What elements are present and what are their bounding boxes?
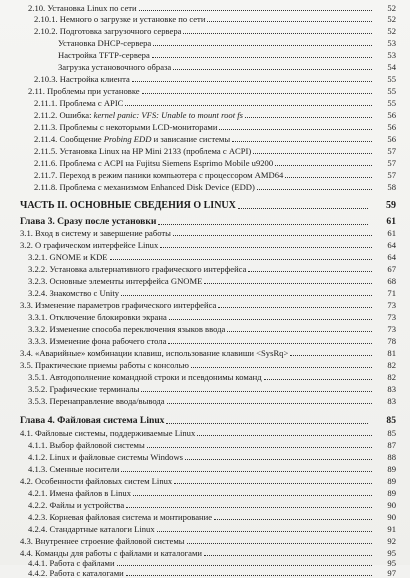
toc-entry-text: 4.1.3. Сменные носители (28, 464, 120, 474)
dot-leader (257, 182, 372, 190)
toc-entry (0, 157, 410, 168)
toc-entry (0, 133, 410, 144)
toc-entry-text: 3.3.1. Отключение блокировки экрана (28, 312, 167, 322)
toc-entry-text: 4.4.2. Работа с каталогами (28, 568, 124, 578)
toc-entry (0, 37, 410, 48)
dot-leader (117, 558, 372, 566)
toc-entry (0, 323, 410, 334)
dot-leader (152, 50, 372, 58)
toc-page-number: 56 (387, 110, 396, 120)
dot-leader (167, 396, 372, 404)
toc-page-number: 97 (387, 568, 396, 578)
toc-entry-text: 3.3. Изменение параметров графического интерфейса (20, 300, 217, 310)
toc-entry-title (34, 146, 253, 156)
dot-leader (125, 98, 372, 106)
toc-entry (0, 263, 410, 274)
toc-entry-title (34, 158, 275, 168)
toc-page-number: 73 (387, 324, 396, 334)
dot-leader (121, 288, 372, 296)
dot-leader (191, 360, 372, 368)
toc-page-number: 57 (387, 170, 396, 180)
dot-leader (218, 300, 372, 308)
toc-entry-text: 3.4. «Аварийные» комбинации клавиш, использование клавиши <SysRq> (20, 348, 289, 358)
toc-entry-text: 3.2.1. GNOME и KDE (28, 252, 108, 262)
toc-entry (0, 61, 410, 72)
toc-entry (0, 73, 410, 84)
toc-part-heading (0, 198, 410, 211)
toc-page-number: 53 (387, 38, 396, 48)
dot-leader (121, 464, 372, 472)
toc-entry-italic-text: kernel panic: VFS: Unable to mount root fs (93, 110, 243, 120)
toc-entry-text-continued: и зависание системы (151, 134, 231, 144)
dot-leader (139, 3, 372, 11)
toc-page-number: 92 (387, 536, 396, 546)
toc-entry-title (28, 324, 227, 334)
toc-page-number: 56 (387, 134, 396, 144)
dot-leader (245, 110, 372, 118)
toc-entry (0, 275, 410, 286)
toc-page-number: 61 (387, 228, 396, 238)
toc-entry-text: 3.2.4. Знакомство с Unity (28, 288, 120, 298)
dot-leader (141, 384, 372, 392)
toc-entry-title (20, 476, 174, 486)
dot-leader (132, 74, 372, 82)
toc-page-number: 71 (387, 288, 396, 298)
toc-page-number: 89 (387, 488, 396, 498)
toc-entry-text: 4.2.3. Корневая файловая система и монтирование (28, 512, 213, 522)
toc-page-number: 91 (387, 524, 396, 534)
toc-entry (0, 347, 410, 358)
toc-entry-title (28, 396, 167, 406)
toc-entry-title (28, 384, 141, 394)
toc-entry-text: 4.1. Файловые системы, поддерживаемые Linux (20, 428, 196, 438)
toc-entry-title (28, 372, 264, 382)
toc-entry-text: 3.2.3. Основные элементы интерфейса GNOME (28, 276, 203, 286)
toc-entry (0, 227, 410, 238)
toc-entry (0, 97, 410, 108)
toc-entry-text: 3.3.2. Изменение способа переключения языков ввода (28, 324, 226, 334)
toc-entry-text: Глава 3. Сразу после установки (20, 216, 157, 227)
toc-entry-title (20, 360, 191, 370)
toc-entry (0, 2, 410, 13)
toc-page-number: 52 (387, 26, 396, 36)
toc-page-number: 52 (387, 3, 396, 13)
toc-entry (0, 451, 410, 462)
toc-entry (0, 239, 410, 250)
toc-entry-text: 4.4. Команды для работы с файлами и каталогами (20, 548, 202, 558)
toc-entry (0, 169, 410, 180)
toc-entry (0, 109, 410, 120)
toc-chapter-heading (0, 214, 410, 227)
toc-page-number: 89 (387, 476, 396, 486)
toc-page-number: 83 (387, 396, 396, 406)
toc-entry (0, 383, 410, 394)
toc-entry-title (28, 452, 185, 462)
toc-entry-text: 3.5.3. Перенаправление ввода/вывода (28, 396, 165, 406)
dot-leader (168, 336, 372, 344)
toc-page-number: 85 (387, 428, 396, 438)
toc-page-number: 90 (387, 500, 396, 510)
toc-page-number: 81 (387, 348, 396, 358)
toc-page-number: 58 (387, 182, 396, 192)
dot-leader (110, 252, 372, 260)
toc-entry-italic-text: Probing EDD (103, 134, 152, 144)
toc-entry (0, 499, 410, 510)
toc-entry-title (34, 182, 257, 192)
toc-entry (0, 13, 410, 24)
toc-page-number: 53 (387, 50, 396, 60)
toc-page-number: 73 (387, 312, 396, 322)
toc-entry-text: 2.10.1. Немного о загрузке и установке по сети (34, 14, 206, 24)
toc-entry-text: 3.3.3. Изменение фона рабочего стола (28, 336, 167, 346)
toc-page-number: 73 (387, 300, 396, 310)
toc-entry-title (34, 98, 125, 108)
dot-leader (285, 170, 372, 178)
toc-entry-title (20, 240, 160, 250)
dot-leader (204, 276, 372, 284)
toc-entry-text: Настройка TFTP-сервера (58, 50, 150, 60)
toc-entry-title (28, 288, 121, 298)
toc-entry-title (20, 428, 197, 438)
toc-entry (0, 463, 410, 474)
dot-leader (169, 312, 372, 320)
toc-entry-text: 2.11.5. Установка Linux на HP Mini 2133 (проблема с ACPI) (34, 146, 252, 156)
toc-entry (0, 439, 410, 450)
dot-leader (214, 512, 372, 520)
toc-page-number: 78 (387, 336, 396, 346)
toc-entry-title (28, 524, 157, 534)
dot-leader (158, 217, 368, 225)
toc-page-number: 64 (387, 252, 396, 262)
toc-entry-text: 4.3. Внутреннее строение файловой системы (20, 536, 185, 546)
toc-entry-text: 3.1. Вход в систему и завершение работы (20, 228, 171, 238)
toc-entry-text: 4.2.2. Файлы и устройства (28, 500, 125, 510)
toc-entry (0, 475, 410, 486)
toc-entry (0, 335, 410, 346)
toc-entry (0, 145, 410, 156)
toc-entry-title (34, 122, 219, 132)
toc-entry (0, 311, 410, 322)
toc-entry-text: 4.1.2. Linux и файловые системы Windows (28, 452, 184, 462)
toc-page-number: 55 (387, 98, 396, 108)
toc-entry-text: 2.11.8. Проблема с механизмом Enhanced Disk Device (EDD) (34, 182, 255, 192)
toc-entry-text: Установка DHCP-сервера (58, 38, 152, 48)
toc-entry-title (28, 312, 169, 322)
toc-page-number: 68 (387, 276, 396, 286)
toc-entry-title (20, 348, 290, 358)
toc-entry-text: 2.10.2. Подготовка загрузочного сервера (34, 26, 182, 36)
dot-leader (197, 428, 372, 436)
toc-entry-title (34, 14, 207, 24)
toc-entry-title (20, 228, 173, 238)
toc-page-number: 95 (387, 558, 396, 568)
toc-entry (0, 181, 410, 192)
toc-entry-text: 4.2.1. Имена файлов в Linux (28, 488, 132, 498)
dot-leader (160, 240, 372, 248)
toc-page-number: 88 (387, 452, 396, 462)
dot-leader (147, 440, 372, 448)
toc-entry (0, 49, 410, 60)
toc-entry-title (58, 38, 153, 48)
toc-page-number: 55 (387, 74, 396, 84)
dot-leader (275, 158, 372, 166)
toc-entry-text: Глава 4. Файловая система Linux (20, 415, 165, 426)
dot-leader (174, 476, 372, 484)
toc-entry-title (58, 62, 173, 72)
toc-entry-text: 2.11.4. Сообщение (34, 134, 104, 144)
dot-leader (187, 536, 372, 544)
dot-leader (142, 86, 372, 94)
toc-entry (0, 85, 410, 96)
toc-entry-text: 2.10. Установка Linux по сети (28, 3, 137, 13)
toc-entry (0, 299, 410, 310)
toc-entry-title (20, 300, 218, 310)
dot-leader (157, 524, 372, 532)
dot-leader (166, 416, 368, 424)
toc-entry-text: 4.2.4. Стандартные каталоги Linux (28, 524, 155, 534)
toc-entry-title (28, 276, 204, 286)
toc-entry (0, 287, 410, 298)
toc-entry-title (34, 74, 132, 84)
toc-page-number: 89 (387, 464, 396, 474)
dot-leader (183, 26, 372, 34)
toc-page-number: 57 (387, 146, 396, 156)
toc-entry-text: 3.2. О графическом интерфейсе Linux (20, 240, 159, 250)
toc-entry-text: 2.10.3. Настройка клиента (34, 74, 130, 84)
toc-page-number: 54 (387, 62, 396, 72)
toc-entry-title (34, 26, 183, 36)
dot-leader (126, 500, 372, 508)
toc-page-number: 82 (387, 372, 396, 382)
dot-leader (126, 568, 372, 576)
toc-page-number: 83 (387, 384, 396, 394)
toc-chapter-heading (0, 413, 410, 426)
dot-leader (238, 201, 368, 209)
dot-leader (248, 264, 372, 272)
toc-page-number: 61 (386, 216, 396, 227)
toc-entry-text: 4.2. Особенности файловых систем Linux (20, 476, 173, 486)
toc-entry-text: 3.5.1. Автодополнение командной строки и псевдонимы команд (28, 372, 262, 382)
dot-leader (264, 372, 372, 380)
toc-entry (0, 25, 410, 36)
dot-leader (173, 62, 372, 70)
toc-entry-title (28, 252, 110, 262)
dot-leader (227, 324, 372, 332)
toc-entry (0, 427, 410, 438)
toc-page-number: 55 (387, 86, 396, 96)
toc-entry (0, 567, 410, 578)
toc-page-number: 59 (386, 200, 396, 211)
toc-entry-text: 4.4.1. Работа с файлами (28, 558, 115, 568)
toc-entry-text: 2.11.3. Проблемы с некоторыми LCD-мониторами (34, 122, 218, 132)
toc-entry-text: 3.5. Практические приемы работы с консолью (20, 360, 189, 370)
toc-entry-title (28, 568, 126, 578)
toc-entry-title (28, 264, 248, 274)
toc-page-number: 67 (387, 264, 396, 274)
toc-entry-title (28, 512, 214, 522)
toc-entry-text: ЧАСТЬ II. ОСНОВНЫЕ СВЕДЕНИЯ О LINUX (20, 200, 236, 211)
toc-entry-title (34, 110, 245, 120)
dot-leader (133, 488, 372, 496)
toc-entry (0, 251, 410, 262)
toc-page-number: 90 (387, 512, 396, 522)
toc-entry-title (28, 440, 147, 450)
toc-page-number: 57 (387, 158, 396, 168)
toc-entry-text: 2.11.7. Переход в режим паники компьютера с процессором AMD64 (34, 170, 284, 180)
toc-entry-title (28, 3, 139, 13)
toc-entry (0, 487, 410, 498)
toc-entry (0, 395, 410, 406)
toc-entry-title (34, 134, 232, 144)
toc-entry-title (28, 488, 133, 498)
toc-page-number: 64 (387, 240, 396, 250)
toc-entry-text: 2.11.6. Проблема с ACPI на Fujitsu Siemens Esprimo Mobile u9200 (34, 158, 274, 168)
toc-entry-title (28, 86, 142, 96)
toc-entry-title (28, 336, 168, 346)
dot-leader (253, 146, 372, 154)
toc-entry-title (28, 500, 126, 510)
toc-entry (0, 359, 410, 370)
toc-entry-text: Загрузка установочного образа (58, 62, 172, 72)
toc-entry (0, 511, 410, 522)
toc-entry-title (20, 416, 166, 426)
toc-entry-title (20, 536, 187, 546)
toc-entry-title (20, 217, 158, 227)
dot-leader (290, 348, 372, 356)
dot-leader (173, 228, 372, 236)
toc-entry-text: 2.11.1. Проблема с APIC (34, 98, 124, 108)
toc-entry-title (34, 170, 285, 180)
dot-leader (219, 122, 372, 130)
dot-leader (232, 134, 372, 142)
toc-entry (0, 535, 410, 546)
toc-entry (0, 121, 410, 132)
toc-entry-text: 4.1.1. Выбор файловой системы (28, 440, 145, 450)
toc-entry-title (58, 50, 152, 60)
toc-entry-text: 3.5.2. Графические терминалы (28, 384, 140, 394)
dot-leader (204, 548, 372, 556)
toc-entry (0, 523, 410, 534)
toc-entry-title (28, 464, 121, 474)
toc-entry-title (20, 201, 238, 211)
dot-leader (207, 14, 372, 22)
dot-leader (185, 452, 372, 460)
toc-page-number: 56 (387, 122, 396, 132)
toc-page-number: 85 (386, 415, 396, 426)
toc-entry (0, 371, 410, 382)
toc-entry-text: 3.2.2. Установка альтернативного графического интерфейса (28, 264, 247, 274)
toc-entry-text: 2.11.2. Ошибка: (34, 110, 94, 120)
dot-leader (153, 38, 372, 46)
toc-page-number: 87 (387, 440, 396, 450)
toc-page-number: 95 (387, 548, 396, 558)
toc-page-number: 52 (387, 14, 396, 24)
toc-entry-text: 2.11. Проблемы при установке (28, 86, 140, 96)
toc-page-number: 82 (387, 360, 396, 370)
